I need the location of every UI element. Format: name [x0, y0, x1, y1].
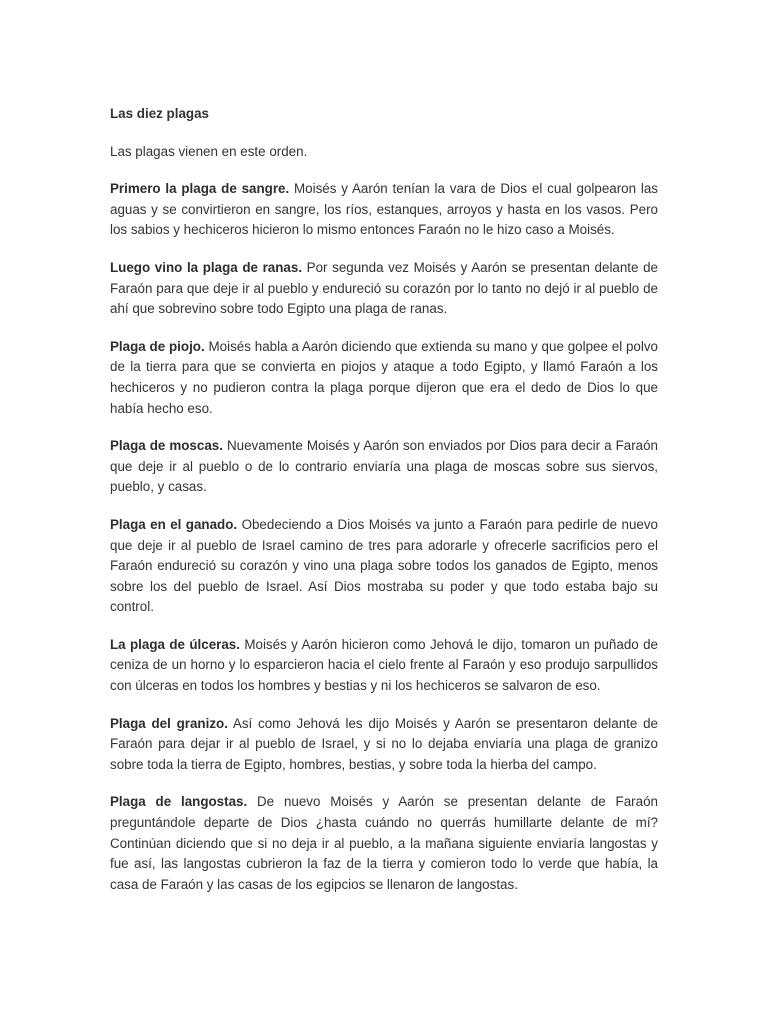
paragraph-text: Obedeciendo a Dios Moisés va junto a Faraón para pedirle de nuevo que deje ir al pueblo de Israel camino de tres para adorarle y ofrecerle sacrificios pero el Faraón endureció su corazón y vino una plaga sobre todos los ganados de Egipto, menos sobre los del pueblo de Israel. Así Dios mostraba su poder y que todo estaba bajo su control. — [110, 516, 659, 615]
document-title: Las diez plagas — [110, 106, 209, 121]
paragraph-plague-lice — [110, 337, 658, 419]
paragraph-heading: La plaga de úlceras. — [110, 636, 240, 652]
paragraph-text: Así como Jehová les dijo Moisés y Aarón se presentaron delante de Faraón para dejar ir al pueblo de Israel, y si no lo dejaba enviaría una plaga de granizo sobre toda la tierra de Egipto, hombres, bestias, y sobre toda la hierba del campo. — [110, 715, 658, 772]
paragraph-plague-boils — [110, 635, 658, 697]
paragraph-plague-blood — [110, 179, 658, 241]
paragraph-text: De nuevo Moisés y Aarón se presentan delante de Faraón preguntándole departe de Dios ¿hasta cuándo no querrás humillarte delante de mí? Continúan diciendo que si no deja ir al pueblo, a la mañana siguiente enviaría langostas y fue así, las langostas cubrieron la faz de la tierra y comieron todo lo verde que había, la casa de Faraón y las casas de los egipcios se llenaron de langostas. — [110, 794, 658, 892]
paragraph-heading: Plaga en el ganado. — [110, 516, 238, 532]
paragraph-heading: Plaga de moscas. — [110, 438, 223, 454]
paragraph-text: Moisés y Aarón hicieron como Jehová le dijo, tomaron un puñado de ceniza de un horno y lo esparcieron hacia el cielo frente al Faraón y eso produjo sarpullidos con úlceras en todos los hombres y bestias y ni los hechiceros se salvaron de eso. — [110, 636, 658, 694]
paragraph-heading: Primero la plaga de sangre. — [110, 181, 290, 197]
paragraph-plague-frogs — [110, 258, 658, 320]
paragraph-plague-livestock — [110, 515, 658, 618]
paragraph-text: Moisés habla a Aarón diciendo que extienda su mano y que golpee el polvo de la tierra para que se convierta en piojos y ataque a todo Egipto, y llamó Faraón a los hechiceros y no pudieron contra la plaga porque dijeron que era el dedo de Dios lo que había hecho eso. — [110, 338, 658, 416]
paragraph-plague-locusts — [110, 792, 658, 895]
paragraph-heading: Plaga del granizo. — [110, 715, 228, 731]
paragraph-plague-hail — [110, 714, 658, 776]
intro-paragraph: Las plagas vienen en este orden. — [110, 143, 308, 159]
document-page — [110, 104, 658, 912]
paragraph-text: Nuevamente Moisés y Aarón son enviados por Dios para decir a Faraón que deje ir al pueblo o de lo contrario enviaría una plaga de moscas sobre sus siervos, pueblo, y casas. — [110, 438, 658, 495]
paragraph-text: Moisés y Aarón tenían la vara de Dios el cual golpearon las aguas y se convirtieron en sangre, los ríos, estanques, arroyos y hasta en los vasos. Pero los sabios y hechiceros hicieron lo mismo entonces Faraón no le hizo caso a Moisés. — [110, 181, 658, 238]
paragraph-heading: Plaga de langostas. — [110, 794, 248, 810]
paragraph-text: Por segunda vez Moisés y Aarón se presentan delante de Faraón para que deje ir al pueblo y endureció su corazón por lo tanto no dejó ir al pueblo de ahí que sobrevino sobre todo Egipto una plaga de ranas. — [110, 259, 658, 317]
paragraph-heading: Luego vino la plaga de ranas. — [110, 259, 303, 275]
paragraph-heading: Plaga de piojo. — [110, 338, 205, 354]
paragraph-plague-flies — [110, 436, 658, 498]
